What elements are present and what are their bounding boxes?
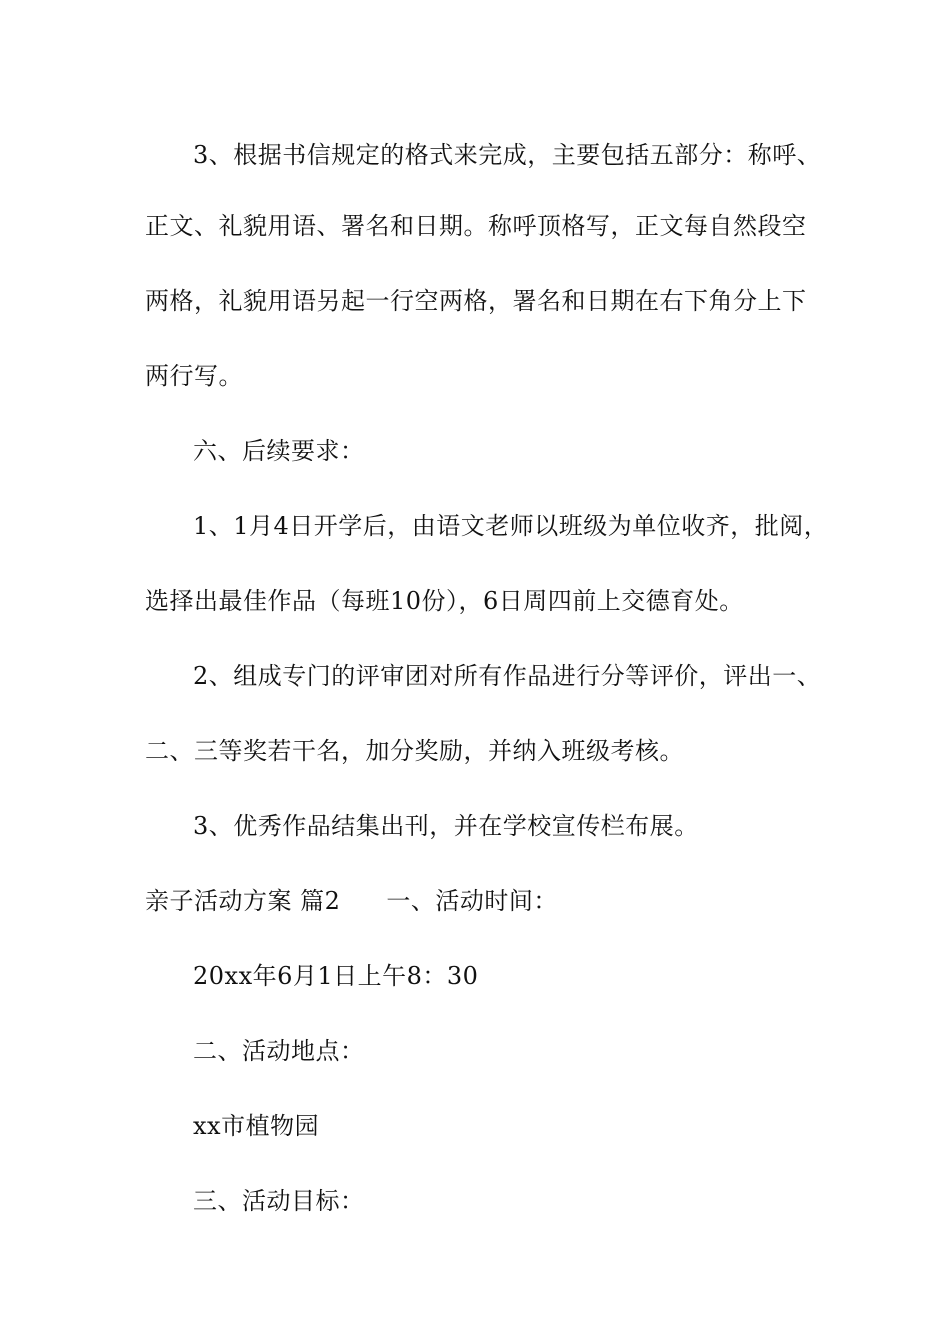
section-heading: 六、后续要求： (193, 437, 365, 465)
document-title: 亲子活动方案 篇2 (145, 887, 341, 915)
paragraph-line: 2、组成专门的评审团对所有作品进行分等评价，评出一、 (193, 662, 822, 690)
paragraph-line: 3、根据书信规定的格式来完成，主要包括五部分：称呼、 (193, 141, 822, 169)
section-heading: 二、活动地点： (193, 1037, 365, 1065)
section-heading: 一、活动时间： (386, 887, 558, 915)
paragraph-line: 3、优秀作品结集出刊，并在学校宣传栏布展。 (193, 812, 699, 840)
title-line (145, 887, 558, 915)
section-heading: 三、活动目标： (193, 1187, 365, 1215)
paragraph-line: 两格，礼貌用语另起一行空两格，署名和日期在右下角分上下 (145, 287, 807, 315)
paragraph-line: 20xx年6月1日上午8：30 (193, 962, 479, 990)
paragraph-line: 正文、礼貌用语、署名和日期。称呼顶格写，正文每自然段空 (145, 212, 807, 240)
paragraph-line: 1、1月4日开学后，由语文老师以班级为单位收齐，批阅， (193, 512, 829, 540)
paragraph-line: 两行写。 (145, 362, 243, 390)
paragraph-line: xx市植物园 (193, 1112, 320, 1140)
paragraph-line: 选择出最佳作品（每班10份），6日周四前上交德育处。 (145, 587, 744, 615)
paragraph-line: 二、三等奖若干名，加分奖励，并纳入班级考核。 (145, 737, 684, 765)
